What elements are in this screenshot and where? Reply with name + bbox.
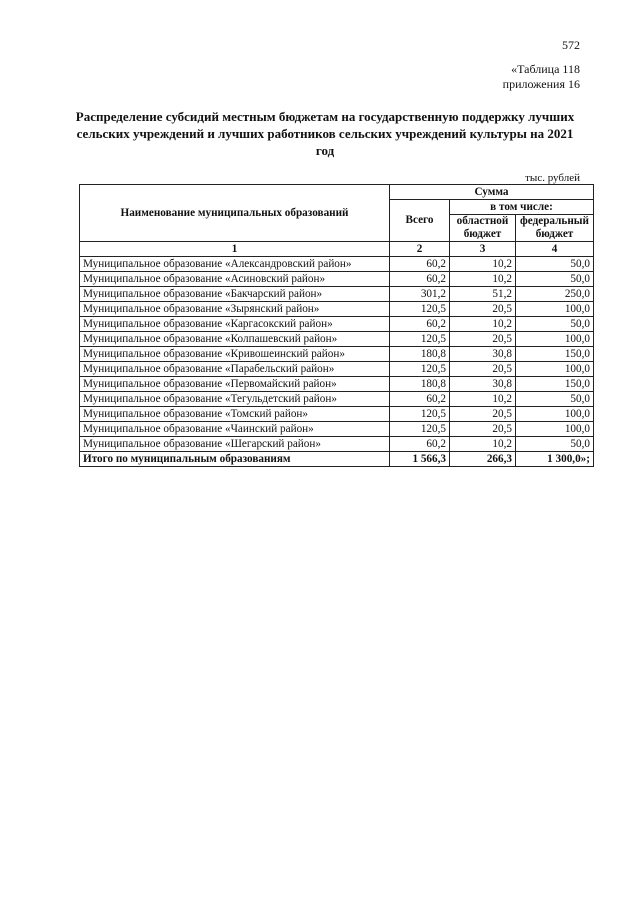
units-label: тыс. рублей (525, 172, 580, 184)
row-name: Муниципальное образование «Каргасокский район» (80, 317, 390, 332)
row-total: 120,5 (390, 302, 450, 317)
row-name: Муниципальное образование «Шегарский район» (80, 437, 390, 452)
row-regional: 20,5 (450, 422, 516, 437)
row-total: 120,5 (390, 332, 450, 347)
row-name: Муниципальное образование «Томский район» (80, 407, 390, 422)
header-in-that-number: в том числе: (450, 200, 594, 215)
header-summa: Сумма (390, 185, 594, 200)
row-regional: 51,2 (450, 287, 516, 302)
table-row (80, 422, 594, 437)
header-federal: федеральный бюджет (516, 215, 594, 242)
row-regional: 20,5 (450, 332, 516, 347)
row-total: 120,5 (390, 362, 450, 377)
row-regional: 10,2 (450, 272, 516, 287)
row-total: 120,5 (390, 422, 450, 437)
table-row (80, 362, 594, 377)
row-name: Муниципальное образование «Александровский район» (80, 257, 390, 272)
row-federal: 100,0 (516, 332, 594, 347)
row-federal: 150,0 (516, 347, 594, 362)
row-regional: 20,5 (450, 302, 516, 317)
table-row (80, 317, 594, 332)
row-name: Муниципальное образование «Бакчарский район» (80, 287, 390, 302)
row-regional: 20,5 (450, 407, 516, 422)
column-number: 4 (516, 242, 594, 257)
totals-regional: 266,3 (450, 452, 516, 467)
header-vsego: Всего (390, 200, 450, 242)
row-federal: 250,0 (516, 287, 594, 302)
totals-label: Итого по муниципальным образованиям (80, 452, 390, 467)
table-row (80, 302, 594, 317)
row-total: 60,2 (390, 257, 450, 272)
row-name: Муниципальное образование «Колпашевский район» (80, 332, 390, 347)
row-total: 60,2 (390, 437, 450, 452)
row-regional: 20,5 (450, 362, 516, 377)
row-total: 60,2 (390, 317, 450, 332)
row-total: 180,8 (390, 377, 450, 392)
row-regional: 30,8 (450, 347, 516, 362)
table-row (80, 347, 594, 362)
row-total: 60,2 (390, 392, 450, 407)
row-regional: 10,2 (450, 392, 516, 407)
column-number: 2 (390, 242, 450, 257)
column-numbers-row (80, 242, 594, 257)
row-federal: 100,0 (516, 407, 594, 422)
row-name: Муниципальное образование «Кривошеинский район» (80, 347, 390, 362)
row-federal: 150,0 (516, 377, 594, 392)
document-title: Распределение субсидий местным бюджетам на государственную поддержку лучших сельских учреждений и лучших работников сельских учреждений культуры на 2021 год (75, 109, 575, 158)
table-row (80, 287, 594, 302)
row-federal: 50,0 (516, 392, 594, 407)
table-row (80, 272, 594, 287)
column-number: 1 (80, 242, 390, 257)
row-regional: 10,2 (450, 317, 516, 332)
row-name: Муниципальное образование «Чаинский район» (80, 422, 390, 437)
row-federal: 50,0 (516, 437, 594, 452)
row-regional: 10,2 (450, 437, 516, 452)
row-federal: 50,0 (516, 272, 594, 287)
row-total: 301,2 (390, 287, 450, 302)
row-federal: 50,0 (516, 257, 594, 272)
row-total: 180,8 (390, 347, 450, 362)
totals-row (80, 452, 594, 467)
table-reference (503, 62, 580, 92)
row-name: Муниципальное образование «Тегульдетский район» (80, 392, 390, 407)
table-reference-line2: приложения 16 (502, 77, 580, 91)
page-number: 572 (562, 38, 580, 52)
table-row (80, 437, 594, 452)
header-name: Наименование муниципальных образований (80, 185, 390, 242)
subsidy-table (79, 184, 594, 467)
row-total: 120,5 (390, 407, 450, 422)
column-number: 3 (450, 242, 516, 257)
row-federal: 100,0 (516, 302, 594, 317)
table-row (80, 332, 594, 347)
row-regional: 10,2 (450, 257, 516, 272)
row-total: 60,2 (390, 272, 450, 287)
row-federal: 50,0 (516, 317, 594, 332)
table-row (80, 377, 594, 392)
table-body (80, 257, 594, 467)
row-federal: 100,0 (516, 422, 594, 437)
table-row (80, 392, 594, 407)
header-regional: областной бюджет (450, 215, 516, 242)
row-regional: 30,8 (450, 377, 516, 392)
table-row (80, 407, 594, 422)
row-name: Муниципальное образование «Парабельский район» (80, 362, 390, 377)
row-name: Муниципальное образование «Зырянский район» (80, 302, 390, 317)
table-reference-line1: «Таблица 118 (511, 62, 580, 76)
row-federal: 100,0 (516, 362, 594, 377)
totals-federal: 1 300,0»; (516, 452, 594, 467)
row-name: Муниципальное образование «Первомайский район» (80, 377, 390, 392)
table-row (80, 257, 594, 272)
totals-total: 1 566,3 (390, 452, 450, 467)
row-name: Муниципальное образование «Асиновский район» (80, 272, 390, 287)
